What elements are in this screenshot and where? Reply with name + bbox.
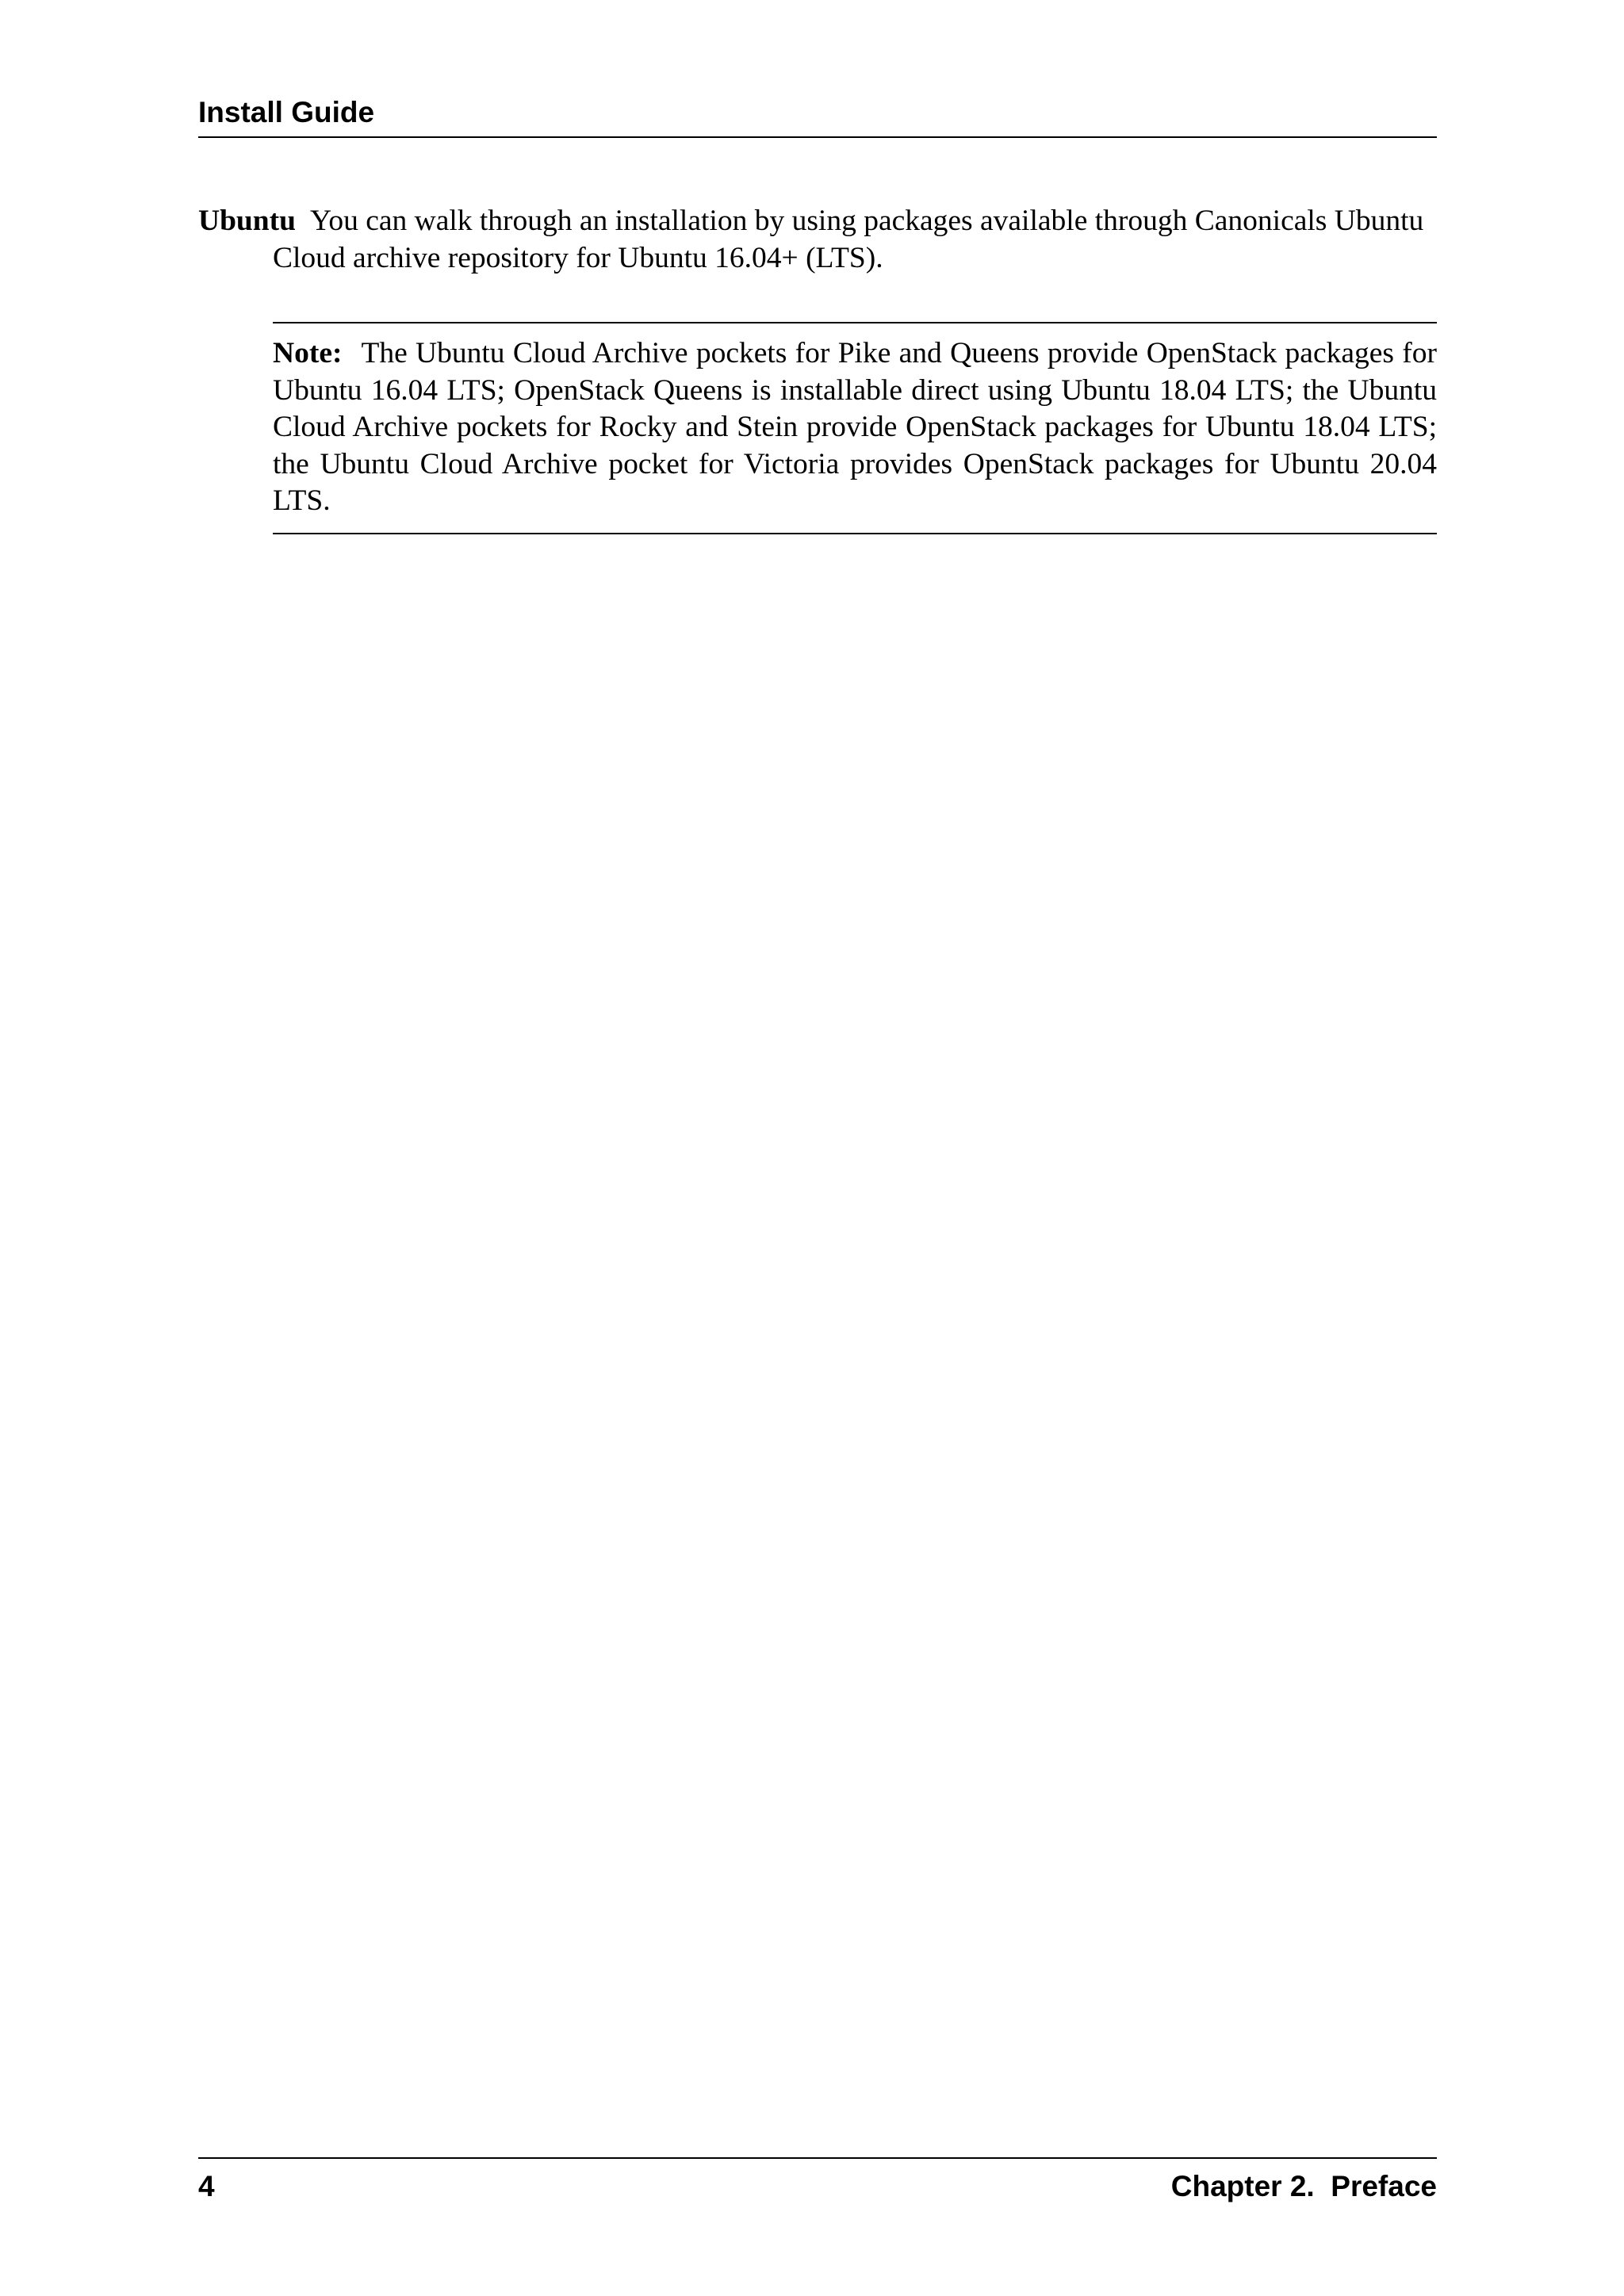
definition-term: Ubuntu — [198, 205, 296, 237]
page-number: 4 — [198, 2170, 215, 2202]
definition-item-ubuntu — [198, 203, 1437, 277]
running-header — [198, 89, 1437, 138]
chapter-title: Chapter 2. Preface — [1170, 2170, 1437, 2202]
document-title: Install Guide — [198, 96, 375, 128]
note-text: The Ubuntu Cloud Archive pockets for Pike and Queens provide OpenStack packages for Ubuntu 16.04 LTS; OpenStack Queens is installable direct using Ubuntu 18.04 LTS; the Ubuntu Cloud Archive pockets for Rocky and Stein provide OpenStack packages for Ubuntu 18.04 LTS; the Ubuntu Cloud Archive pocket for Victoria provides OpenStack packages for Ubuntu 20.04 LTS. — [273, 337, 1437, 517]
note-label: Note: — [273, 337, 343, 369]
running-footer — [198, 2157, 1437, 2202]
definition-text-line-1: You can walk through an installation by using packages available through Canonicals Ubuntu — [310, 205, 1424, 237]
definition-text-line-2: Cloud archive repository for Ubuntu 16.04+ (LTS). — [273, 241, 883, 274]
note-box — [273, 322, 1437, 534]
